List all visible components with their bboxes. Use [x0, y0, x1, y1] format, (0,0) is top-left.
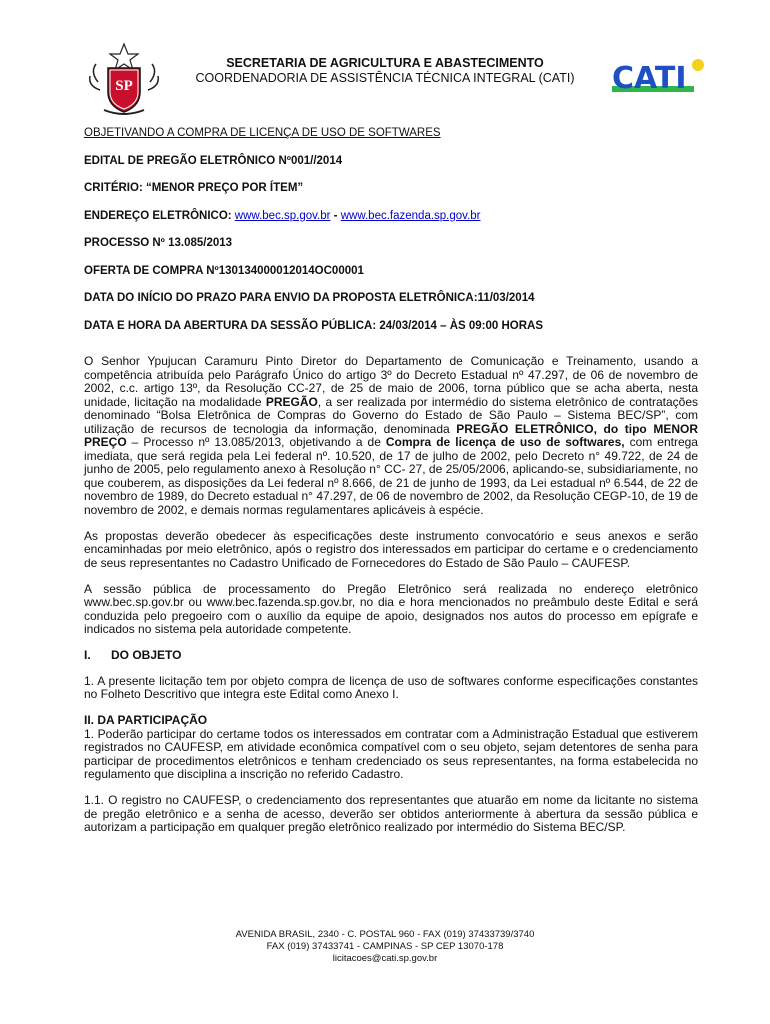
processo-number: PROCESSO Nº 13.085/2013 — [84, 237, 233, 249]
footer-fax-city: FAX (019) 37433741 - CAMPINAS - SP CEP 13070-178 — [266, 941, 504, 952]
footer-email: licitacoes@cati.sp.gov.br — [332, 953, 438, 964]
criterio: CRITÉRIO: “MENOR PREÇO POR ÍTEM” — [84, 182, 304, 194]
edital-number: EDITAL DE PREGÃO ELETRÔNICO Nº001//2014 — [84, 154, 343, 167]
data-abertura-sessao: DATA E HORA DA ABERTURA DA SESSÃO PÚBLICA: 24/03/2014 – ÀS 09:00 HORAS — [84, 319, 544, 332]
propostas-paragraph: As propostas deverão obedecer às especificações deste instrumento convocatório e seus anexos e serão encaminhadas por meio eletrônico, após o registro dos interessados em participar do certame e o credenciamento de seus representantes no Cadastro Unificado de Fornecedores do Estado de São Paulo – CAUFESP. — [84, 528, 698, 570]
bec-link[interactable]: www.bec.sp.gov.br — [234, 209, 331, 222]
sessao-publica-paragraph: A sessão pública de processamento do Pregão Eletrônico será realizada no endereço eletrônico www.bec.sp.gov.br ou www.bec.fazenda.sp.gov.br, no dia e hora mencionados no preâmbulo deste Edital e será conduzida pelo pregoeiro com o auxílio da equipe de apoio, designados nos autos do processo em epígrafe e indicados no sistema pela autoridade competente. — [84, 581, 698, 636]
oferta-compra: OFERTA DE COMPRA Nº130134000012014OC00001 — [84, 264, 364, 277]
endereco-eletronico — [84, 210, 698, 224]
letterhead — [0, 40, 770, 110]
data-inicio-prazo: DATA DO INÍCIO DO PRAZO PARA ENVIO DA PROPOSTA ELETRÔNICA:11/03/2014 — [84, 292, 535, 304]
cati-logo-text: CATI — [612, 61, 687, 96]
section-objeto-text: 1. A presente licitação tem por objeto compra de licença de uso de softwares conforme especificações constantes no Folheto Descritivo que integra este Edital como Anexo I. — [84, 673, 698, 701]
secretaria-title: SECRETARIA DE AGRICULTURA E ABASTECIMENTO — [226, 56, 544, 70]
objective-heading: OBJETIVANDO A COMPRA DE LICENÇA DE USO DE SOFTWARES — [84, 127, 441, 139]
coordenadoria-subtitle: COORDENADORIA DE ASSISTÊNCIA TÉCNICA INTEGRAL (CATI) — [195, 71, 575, 85]
section-objeto-heading: I. DO OBJETO — [84, 648, 182, 662]
cati-logo — [610, 56, 710, 100]
participacao-item-1: 1. Poderão participar do certame todos os interessados em contratar com a Administração Estadual que estiverem registrados no CAUFESP, em atividade econômica compatível com o seu objeto, sejam detentores de senha para participar de procedimentos eletrônicos e tenham credenciado os seus representantes, na forma estabelecida no regulamento que disciplina a inscrição no referido Cadastro. — [84, 726, 698, 781]
sp-logo-text: SP — [115, 78, 133, 94]
intro-paragraph: O Senhor Ypujucan Caramuru Pinto Diretor do Departamento de Comunicação e Treinamento, usando a competência atribuída pelo Parágrafo Único do artigo 3º do Decreto Estadual nº 47.297, de 06 de novembro de 2002, c.c. artigo 13º, da Resolução CC-27, de 25 de maio de 2006, torna público que se acha aberta, nesta unidade, licitação na modalidade PREGÃO, a ser realizada por intermédio do sistema eletrônico de contratações denominado “Bolsa Eletrônica de Compras do Governo do Estado de São Paulo – Sistema BEC/SP”, com utilização de recursos de tecnologia da informação, denominada PREGÃO ELETRÔNICO, do tipo MENOR PREÇO – Processo nº 13.085/2013, objetivando a de Compra de licença de uso de softwares, com entrega imediata, que será regida pela Lei federal nº. 10.520, de 17 de julho de 2002, pelo Decreto n° 49.722, de 24 de junho de 2005, pelo regulamento anexo à Resolução n° CC- 27, de 25/05/2006, aplicando-se, subsidiariamente, no que couberem, as disposições da Lei federal nº 8.666, de 21 de junho de 1993, da Lei estadual nº 6.544, de 22 de novembro de 1989, do Decreto estadual n° 47.297, de 06 de novembro de 2002, da Resolução CEGP-10, de 19 de novembro de 2002, e demais normas regulamentares aplicáveis à espécie. — [84, 354, 698, 517]
edital-body — [84, 127, 698, 847]
letterhead-text — [150, 56, 620, 86]
letterhead-footer — [0, 929, 770, 965]
bec-fazenda-link[interactable]: www.bec.fazenda.sp.gov.br — [340, 209, 481, 222]
link-separator: - — [330, 209, 341, 222]
section-participacao-heading: II. DA PARTICIPAÇÃO — [84, 713, 208, 727]
footer-address: AVENIDA BRASIL, 2340 - C. POSTAL 960 - FAX (019) 37433739/3740 — [235, 929, 535, 940]
endereco-label: ENDEREÇO ELETRÔNICO: — [84, 209, 235, 222]
participacao-item-1-1: 1.1. O registro no CAUFESP, o credenciamento dos representantes que atuarão em nome da licitante no sistema de pregão eletrônico e a senha de acesso, deverão ser obtidos anteriormente à abertura da sessão pública e autorizam a participação em qualquer pregão eletrônico realizado por intermédio do Sistema BEC/SP. — [84, 793, 698, 834]
